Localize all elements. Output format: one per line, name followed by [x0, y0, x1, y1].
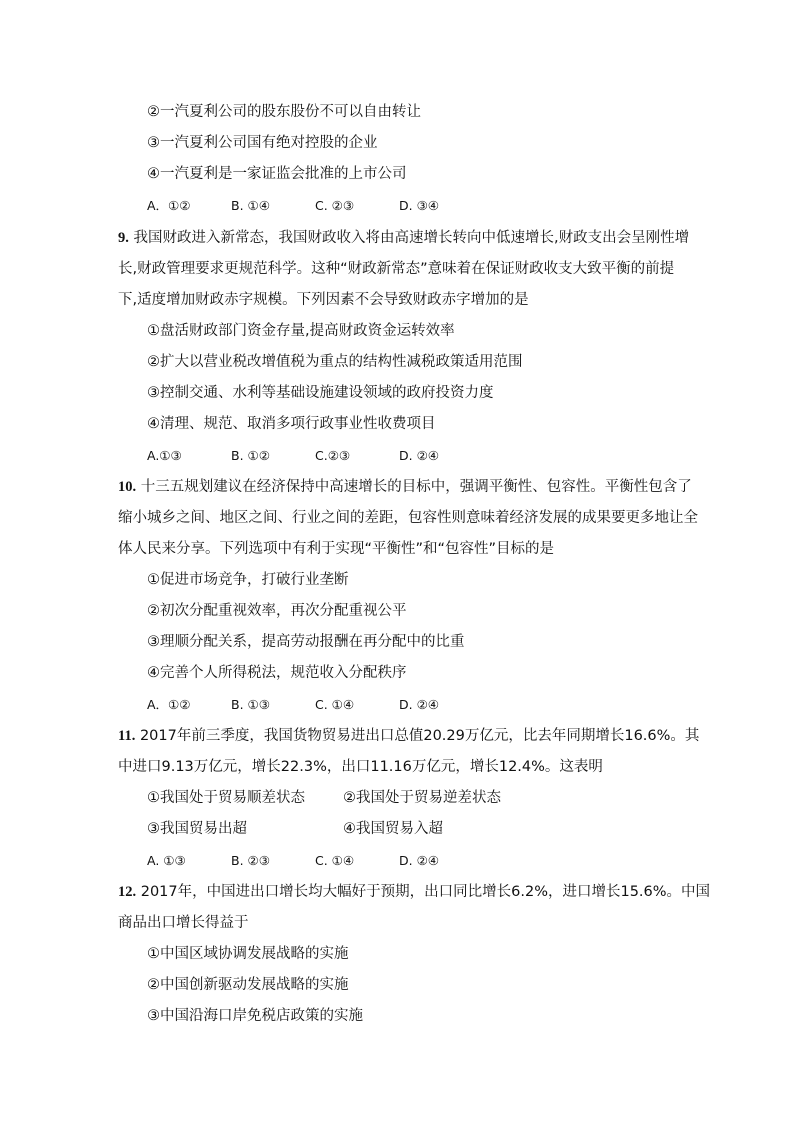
q11-option-c: C. ①④	[315, 853, 355, 868]
q10-stem-line-1	[118, 477, 692, 497]
q10-option-d: D. ②④	[399, 697, 439, 712]
q12-stem-line-2: 商品出口增长得益于	[118, 915, 249, 931]
q9-item-1: ①盘活财政部门资金存量,提高财政资金运转效率	[147, 323, 455, 339]
q11-items-row-2	[147, 819, 443, 839]
q11-stem-line-2: 中进口9.13万亿元，增长22.3%，出口11.16万亿元，增长12.4%。这表明	[118, 759, 603, 775]
q11-number: 11.	[118, 728, 136, 744]
q9-item-2: ②扩大以营业税改增值税为重点的结构性减税政策适用范围	[147, 354, 523, 370]
q12-stem-line-1	[118, 882, 710, 902]
q10-item-1: ①促进市场竞争，打破行业垄断	[147, 572, 349, 588]
q10-stem-line-2: 缩小城乡之间、地区之间、行业之间的差距，包容性则意味着经济发展的成果要更多地让全	[118, 510, 698, 526]
q11-stem-line-1	[118, 726, 699, 746]
q8-item-2: ②一汽夏利公司的股东股份不可以自由转让	[147, 104, 421, 120]
q10-item-3: ③理顺分配关系，提高劳动报酬在再分配中的比重	[147, 634, 465, 650]
q12-item-2: ②中国创新驱动发展战略的实施	[147, 977, 349, 993]
q10-item-4: ④完善个人所得税法，规范收入分配秩序	[147, 665, 407, 681]
q9-number: 9.	[118, 230, 129, 246]
q11-option-d: D. ②④	[399, 853, 439, 868]
q9-option-a: A.①③	[147, 448, 182, 463]
q8-option-a: A．①②	[147, 198, 191, 213]
q9-item-4: ④清理、规范、取消多项行政事业性收费项目	[147, 416, 436, 432]
q11-item-3: ③我国贸易出超	[147, 821, 247, 837]
q9-option-d: D. ②④	[399, 448, 439, 463]
q8-item-4: ④一汽夏利是一家证监会批准的上市公司	[147, 166, 407, 182]
q12-item-1: ①中国区域协调发展战略的实施	[147, 946, 349, 962]
q10-stem-text: 十三五规划建议在经济保持中高速增长的目标中，强调平衡性、包容性。平衡性包含了	[140, 479, 692, 495]
q10-option-a: A．①②	[147, 697, 191, 712]
q10-number: 10.	[118, 479, 137, 495]
q12-number: 12.	[118, 884, 137, 900]
q10-option-c: C. ①④	[315, 697, 355, 712]
q9-stem-text: 我国财政进入新常态，我国财政收入将由高速增长转向中低速增长,财政支出会呈刚性增	[133, 230, 690, 246]
q10-item-2: ②初次分配重视效率，再次分配重视公平	[147, 603, 407, 619]
q11-item-4: ④我国贸易入超	[343, 821, 443, 837]
q9-stem-line-1	[118, 228, 689, 248]
q9-item-3: ③控制交通、水利等基础设施建设领域的政府投资力度	[147, 385, 494, 401]
q9-stem-line-2: 长,财政管理要求更规范科学。这种“财政新常态”意味着在保证财政收支大致平衡的前提	[118, 261, 675, 277]
q9-option-c: C.②③	[315, 448, 351, 463]
q12-stem-text: 2017年，中国进出口增长均大幅好于预期，出口同比增长6.2%，进口增长15.6%。中国	[140, 884, 711, 900]
q11-item-1: ①我国处于贸易顺差状态	[147, 790, 305, 806]
q11-option-b: B. ②③	[231, 853, 270, 868]
q9-stem-line-3: 下,适度增加财政赤字规模。下列因素不会导致财政赤字增加的是	[118, 292, 529, 308]
q10-stem-line-3: 体人民来分享。下列选项中有利于实现“平衡性”和“包容性”目标的是	[118, 541, 555, 557]
q10-option-b: B. ①③	[231, 697, 270, 712]
q9-option-b: B. ①②	[231, 448, 270, 463]
q8-option-d: D. ③④	[399, 198, 439, 213]
q11-option-a: A. ①③	[147, 853, 186, 868]
q11-items-row-1	[147, 788, 501, 808]
q11-stem-text: 2017年前三季度，我国货物贸易进出口总值20.29万亿元，比去年同期增长16.6%。其	[139, 728, 700, 744]
q8-option-c: C. ②③	[315, 198, 355, 213]
q11-item-2: ②我国处于贸易逆差状态	[343, 790, 501, 806]
q8-item-3: ③一汽夏利公司国有绝对控股的企业	[147, 135, 378, 151]
q12-item-3: ③中国沿海口岸免税店政策的实施	[147, 1008, 363, 1024]
q8-option-b: B. ①④	[231, 198, 270, 213]
